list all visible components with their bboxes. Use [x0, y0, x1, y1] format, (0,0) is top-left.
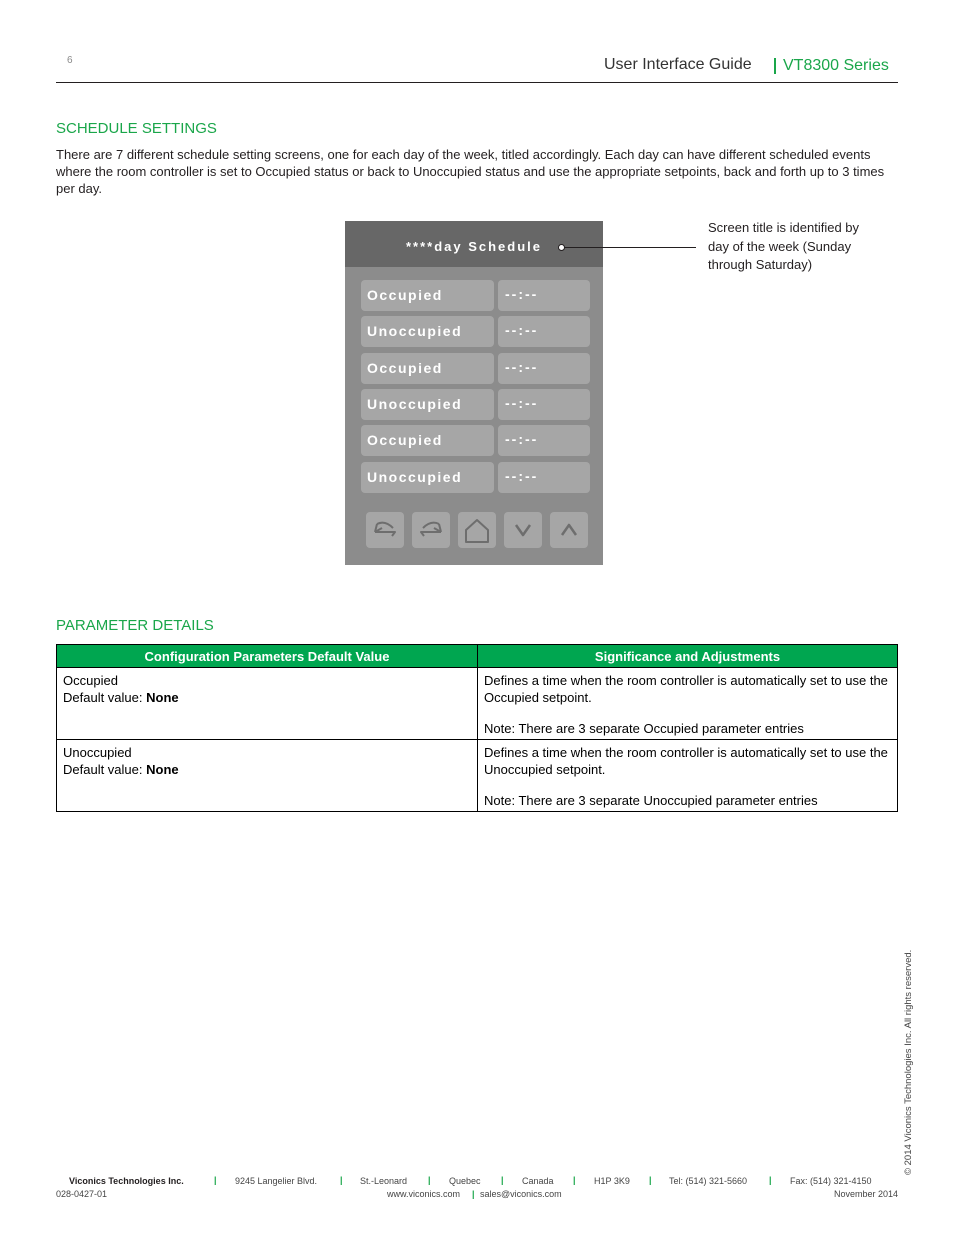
schedule-row: [361, 425, 590, 456]
event-4-time-button[interactable]: --:--: [498, 389, 590, 420]
footer-separator: |: [472, 1189, 475, 1199]
screen-title-bar: [345, 221, 603, 267]
up-button[interactable]: [550, 512, 588, 548]
footer-separator: |: [340, 1175, 343, 1185]
significance-cell: [478, 740, 898, 812]
footer-postal-code: H1P 3K9: [594, 1176, 630, 1186]
footer-country: Canada: [522, 1176, 554, 1186]
schedule-row: [361, 353, 590, 384]
footer-province: Quebec: [449, 1176, 481, 1186]
table-header-row: [57, 645, 898, 668]
footer-website-link[interactable]: www.viconics.com: [387, 1189, 461, 1199]
header-divider: [774, 58, 776, 74]
callout-text: Screen title is identified by day of the week (Sunday through Saturday): [708, 220, 860, 272]
footer-telephone: Tel: (514) 321-5660: [669, 1176, 748, 1186]
significance-cell: [478, 668, 898, 740]
chevron-up-icon: [559, 522, 579, 538]
chevron-down-icon: [513, 522, 533, 538]
footer-company: Viconics Technologies Inc.: [69, 1176, 184, 1186]
schedule-screen: [345, 221, 603, 565]
table-row: [57, 668, 898, 740]
parameter-cell: [57, 740, 478, 812]
back-icon: [371, 518, 399, 542]
footer-fax: Fax: (514) 321-4150: [790, 1176, 872, 1186]
guide-title: User Interface Guide: [604, 56, 752, 73]
schedule-row: [361, 389, 590, 420]
default-label: Default value:: [63, 762, 147, 777]
event-5-time-button[interactable]: --:--: [498, 425, 590, 456]
schedule-row: [361, 280, 590, 311]
forward-icon: [417, 518, 445, 542]
home-icon: [463, 516, 491, 544]
parameter-description: Defines a time when the room controller is automatically set to use the Unoccupied setpoint.: [484, 745, 888, 777]
event-6-status-button[interactable]: Unoccupied: [361, 462, 494, 493]
event-5-status-button[interactable]: Occupied: [361, 425, 494, 456]
parameter-details-heading: PARAMETER DETAILS: [56, 617, 214, 634]
forward-button[interactable]: [412, 512, 450, 548]
page-number: 6: [67, 55, 73, 66]
home-button[interactable]: [458, 512, 496, 548]
header-rule: [56, 82, 898, 83]
footer-separator: |: [501, 1175, 504, 1185]
event-2-time-button[interactable]: --:--: [498, 316, 590, 347]
event-1-time-button[interactable]: --:--: [498, 280, 590, 311]
event-2-status-button[interactable]: Unoccupied: [361, 316, 494, 347]
footer-separator: |: [649, 1175, 652, 1185]
schedule-row: [361, 316, 590, 347]
parameter-name: Unoccupied: [63, 745, 132, 760]
event-3-time-button[interactable]: --:--: [498, 353, 590, 384]
screen-title: ****day Schedule: [405, 239, 543, 254]
footer-separator: |: [214, 1175, 217, 1185]
default-value: None: [146, 762, 179, 777]
footer-email-link[interactable]: sales@viconics.com: [480, 1189, 562, 1199]
event-6-time-button[interactable]: --:--: [498, 462, 590, 493]
column-header-significance: Significance and Adjustments: [478, 645, 898, 668]
default-value: None: [146, 690, 179, 705]
schedule-intro-paragraph: There are 7 different schedule setting screens, one for each day of the week, titled accordingly. Each day can have different scheduled events where the room controller is set to Occupied status or back to Unoccupied status and use the appropriate setpoints, back and forth up to 3 times per day.: [56, 147, 885, 196]
footer-city: St.-Leonard: [360, 1176, 408, 1186]
parameter-note: Note: There are 3 separate Occupied parameter entries: [484, 721, 804, 736]
footer-address: 9245 Langelier Blvd.: [235, 1176, 318, 1186]
table-row: [57, 740, 898, 812]
event-3-status-button[interactable]: Occupied: [361, 353, 494, 384]
default-label: Default value:: [63, 690, 147, 705]
column-header-parameters: Configuration Parameters Default Value: [57, 645, 478, 668]
footer-document-number: 028-0427-01: [56, 1189, 108, 1199]
footer-separator: |: [428, 1175, 431, 1185]
footer-date: November 2014: [833, 1189, 898, 1199]
event-4-status-button[interactable]: Unoccupied: [361, 389, 494, 420]
parameter-description: Defines a time when the room controller is automatically set to use the Occupied setpoint.: [484, 673, 888, 705]
footer-separator: |: [769, 1175, 772, 1185]
parameter-note: Note: There are 3 separate Unoccupied parameter entries: [484, 793, 818, 808]
copyright-notice: © 2014 Viconics Technologies Inc. All rights reserved.: [903, 949, 914, 1175]
parameter-cell: [57, 668, 478, 740]
parameter-name: Occupied: [63, 673, 118, 688]
footer-separator: |: [573, 1175, 576, 1185]
schedule-row: [361, 462, 590, 493]
series-title: VT8300 Series: [783, 57, 889, 74]
back-button[interactable]: [366, 512, 404, 548]
callout-leader-line: [564, 247, 696, 248]
event-1-status-button[interactable]: Occupied: [361, 280, 494, 311]
down-button[interactable]: [504, 512, 542, 548]
parameter-table: [56, 644, 898, 812]
schedule-settings-heading: SCHEDULE SETTINGS: [56, 120, 217, 137]
